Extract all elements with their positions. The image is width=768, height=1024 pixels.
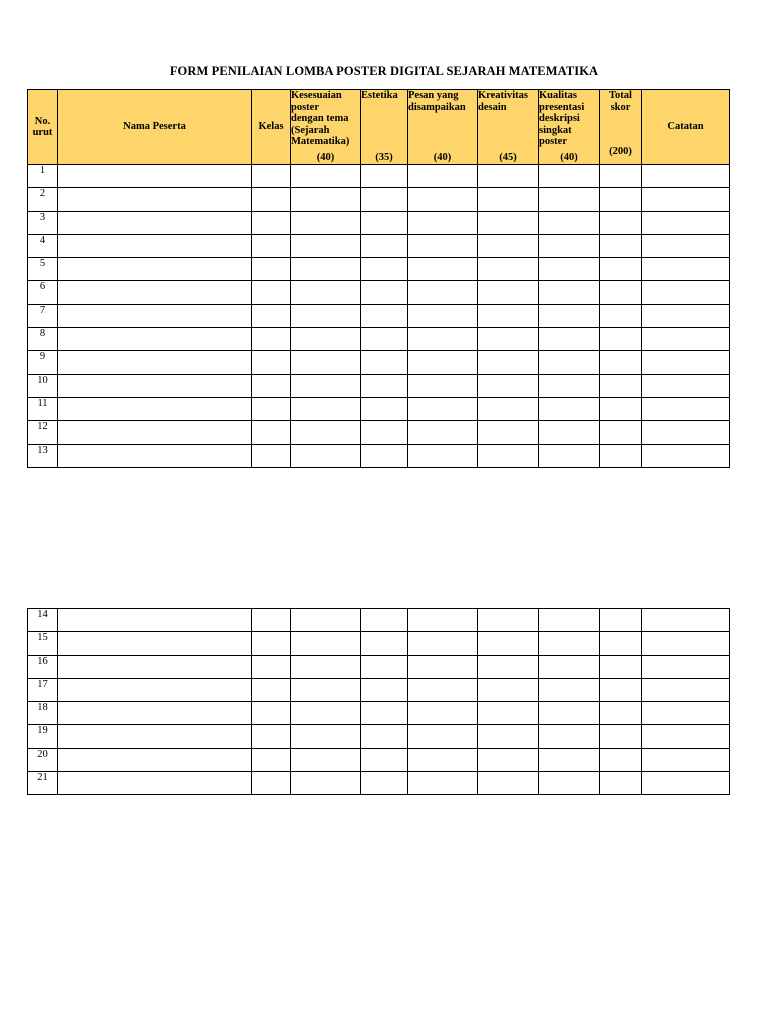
- pesan-cell: [408, 772, 478, 795]
- kelas-cell: [252, 211, 291, 234]
- total-skor-cell: [600, 748, 642, 771]
- kelas-cell: [252, 374, 291, 397]
- kesesuaian-cell: [291, 421, 361, 444]
- kelas-cell: [252, 304, 291, 327]
- catatan-cell: [642, 678, 730, 701]
- kelas-cell: [252, 328, 291, 351]
- estetika-label: Estetika: [361, 90, 398, 101]
- kualitas-cell: [539, 702, 600, 725]
- kesesuaian-l3: dengan tema: [291, 113, 349, 124]
- kesesuaian-l4: (Sejarah: [291, 124, 330, 136]
- estetika-max: (35): [375, 151, 393, 163]
- pesan-cell: [408, 421, 478, 444]
- kreativitas-cell: [478, 328, 539, 351]
- estetika-cell: [361, 772, 408, 795]
- kreativitas-cell: [478, 351, 539, 374]
- catatan-cell: [642, 211, 730, 234]
- pesan-max: (40): [433, 151, 452, 163]
- pesan-cell: [408, 258, 478, 281]
- row-number: 18: [28, 702, 58, 725]
- kesesuaian-cell: [291, 655, 361, 678]
- total-skor-cell: [600, 397, 642, 420]
- kualitas-cell: [539, 444, 600, 467]
- kreativitas-cell: [478, 374, 539, 397]
- kualitas-cell: [539, 351, 600, 374]
- pesan-cell: [408, 211, 478, 234]
- kualitas-cell: [539, 281, 600, 304]
- kreativitas-cell: [478, 234, 539, 257]
- pesan-cell: [408, 304, 478, 327]
- kesesuaian-cell: [291, 397, 361, 420]
- total-line1: Total: [609, 90, 632, 101]
- table-row: [28, 725, 730, 748]
- nama-peserta-cell: [58, 351, 252, 374]
- row-number: 10: [28, 374, 58, 397]
- nama-peserta-cell: [58, 609, 252, 632]
- pesan-cell: [408, 328, 478, 351]
- kesesuaian-cell: [291, 702, 361, 725]
- kesesuaian-cell: [291, 188, 361, 211]
- kelas-cell: [252, 632, 291, 655]
- catatan-cell: [642, 188, 730, 211]
- total-skor-cell: [600, 725, 642, 748]
- table-row: [28, 655, 730, 678]
- kesesuaian-cell: [291, 772, 361, 795]
- score-table-bottom: [27, 608, 730, 795]
- kualitas-cell: [539, 258, 600, 281]
- kesesuaian-cell: [291, 748, 361, 771]
- kesesuaian-cell: [291, 632, 361, 655]
- kelas-cell: [252, 609, 291, 632]
- nama-peserta-cell: [58, 188, 252, 211]
- row-number: 12: [28, 421, 58, 444]
- nama-peserta-cell: [58, 678, 252, 701]
- kesesuaian-cell: [291, 281, 361, 304]
- header-kesesuaian: [291, 90, 361, 165]
- total-skor-cell: [600, 421, 642, 444]
- catatan-cell: [642, 444, 730, 467]
- kreativitas-cell: [478, 609, 539, 632]
- table-row: [28, 328, 730, 351]
- estetika-cell: [361, 165, 408, 188]
- kualitas-cell: [539, 188, 600, 211]
- kualitas-cell: [539, 397, 600, 420]
- nama-peserta-cell: [58, 374, 252, 397]
- total-skor-cell: [600, 351, 642, 374]
- nama-peserta-cell: [58, 702, 252, 725]
- row-number: 1: [28, 165, 58, 188]
- kreativitas-cell: [478, 632, 539, 655]
- row-number: 21: [28, 772, 58, 795]
- table-row: [28, 772, 730, 795]
- kesesuaian-cell: [291, 165, 361, 188]
- catatan-cell: [642, 772, 730, 795]
- kualitas-l4: singkat: [539, 124, 572, 136]
- kesesuaian-l2: poster: [291, 101, 319, 113]
- row-number: 5: [28, 258, 58, 281]
- total-skor-cell: [600, 702, 642, 725]
- header-kreativitas: [478, 90, 539, 165]
- kelas-cell: [252, 772, 291, 795]
- kualitas-cell: [539, 421, 600, 444]
- kreativitas-cell: [478, 304, 539, 327]
- pesan-cell: [408, 397, 478, 420]
- row-number: 3: [28, 211, 58, 234]
- header-no-urut: [28, 90, 58, 165]
- estetika-cell: [361, 328, 408, 351]
- row-number: 4: [28, 234, 58, 257]
- total-skor-cell: [600, 304, 642, 327]
- table-row: [28, 165, 730, 188]
- catatan-cell: [642, 655, 730, 678]
- header-pesan: [408, 90, 478, 165]
- kelas-cell: [252, 748, 291, 771]
- estetika-cell: [361, 258, 408, 281]
- kreativitas-cell: [478, 165, 539, 188]
- total-skor-cell: [600, 609, 642, 632]
- kualitas-cell: [539, 725, 600, 748]
- kesesuaian-cell: [291, 304, 361, 327]
- total-skor-cell: [600, 655, 642, 678]
- catatan-cell: [642, 609, 730, 632]
- kualitas-cell: [539, 609, 600, 632]
- row-number: 2: [28, 188, 58, 211]
- catatan-cell: [642, 632, 730, 655]
- table-row: [28, 609, 730, 632]
- header-catatan: Catatan: [642, 90, 730, 165]
- kelas-cell: [252, 655, 291, 678]
- row-number: 11: [28, 397, 58, 420]
- estetika-cell: [361, 748, 408, 771]
- kreativitas-cell: [478, 258, 539, 281]
- total-skor-cell: [600, 258, 642, 281]
- catatan-cell: [642, 397, 730, 420]
- catatan-cell: [642, 234, 730, 257]
- total-skor-cell: [600, 188, 642, 211]
- table-row: [28, 351, 730, 374]
- row-number: 20: [28, 748, 58, 771]
- kreativitas-cell: [478, 421, 539, 444]
- estetika-cell: [361, 351, 408, 374]
- nama-peserta-cell: [58, 281, 252, 304]
- table-row: [28, 702, 730, 725]
- pesan-cell: [408, 374, 478, 397]
- estetika-cell: [361, 609, 408, 632]
- total-skor-cell: [600, 678, 642, 701]
- pesan-cell: [408, 234, 478, 257]
- header-nama-peserta: Nama Peserta: [58, 90, 252, 165]
- pesan-cell: [408, 748, 478, 771]
- kreativitas-cell: [478, 702, 539, 725]
- pesan-l2: disampaikan: [408, 101, 466, 113]
- kreativitas-cell: [478, 772, 539, 795]
- kelas-cell: [252, 281, 291, 304]
- nama-peserta-cell: [58, 632, 252, 655]
- kualitas-cell: [539, 772, 600, 795]
- kreativitas-l2: desain: [478, 101, 507, 113]
- nama-peserta-cell: [58, 397, 252, 420]
- estetika-cell: [361, 702, 408, 725]
- catatan-cell: [642, 165, 730, 188]
- row-number: 13: [28, 444, 58, 467]
- kreativitas-cell: [478, 678, 539, 701]
- estetika-cell: [361, 397, 408, 420]
- table-row: [28, 234, 730, 257]
- table-row: [28, 397, 730, 420]
- kualitas-l3: deskripsi: [539, 113, 580, 124]
- pesan-cell: [408, 702, 478, 725]
- kesesuaian-cell: [291, 258, 361, 281]
- kualitas-cell: [539, 632, 600, 655]
- catatan-cell: [642, 258, 730, 281]
- total-skor-cell: [600, 234, 642, 257]
- pesan-cell: [408, 188, 478, 211]
- table-row: [28, 374, 730, 397]
- pesan-cell: [408, 281, 478, 304]
- pesan-cell: [408, 725, 478, 748]
- table-row: [28, 258, 730, 281]
- kesesuaian-cell: [291, 609, 361, 632]
- estetika-cell: [361, 374, 408, 397]
- kreativitas-l1: Kreativitas: [478, 90, 528, 101]
- kualitas-cell: [539, 234, 600, 257]
- nama-peserta-cell: [58, 234, 252, 257]
- estetika-cell: [361, 655, 408, 678]
- total-skor-cell: [600, 632, 642, 655]
- total-skor-cell: [600, 328, 642, 351]
- estetika-cell: [361, 281, 408, 304]
- estetika-cell: [361, 678, 408, 701]
- kualitas-cell: [539, 374, 600, 397]
- kualitas-cell: [539, 304, 600, 327]
- kualitas-cell: [539, 328, 600, 351]
- kesesuaian-cell: [291, 374, 361, 397]
- estetika-cell: [361, 188, 408, 211]
- row-number: 15: [28, 632, 58, 655]
- table-body-top: [28, 165, 730, 468]
- estetika-cell: [361, 725, 408, 748]
- table-row: [28, 211, 730, 234]
- kreativitas-cell: [478, 725, 539, 748]
- table-body-bottom: [28, 609, 730, 795]
- nama-peserta-cell: [58, 304, 252, 327]
- catatan-cell: [642, 304, 730, 327]
- kesesuaian-l1: Kesesuaian: [291, 90, 342, 101]
- estetika-cell: [361, 234, 408, 257]
- kelas-cell: [252, 444, 291, 467]
- catatan-cell: [642, 748, 730, 771]
- nama-peserta-cell: [58, 748, 252, 771]
- kelas-cell: [252, 725, 291, 748]
- catatan-cell: [642, 374, 730, 397]
- table-row: [28, 188, 730, 211]
- table-row: [28, 678, 730, 701]
- kelas-cell: [252, 351, 291, 374]
- kualitas-cell: [539, 678, 600, 701]
- total-skor-cell: [600, 444, 642, 467]
- kelas-cell: [252, 234, 291, 257]
- catatan-cell: [642, 351, 730, 374]
- nama-peserta-cell: [58, 165, 252, 188]
- row-number: 17: [28, 678, 58, 701]
- kualitas-cell: [539, 165, 600, 188]
- header-no-line1: No.: [34, 115, 51, 127]
- pesan-cell: [408, 678, 478, 701]
- estetika-cell: [361, 211, 408, 234]
- kreativitas-max: (45): [499, 151, 517, 163]
- table-row: [28, 748, 730, 771]
- estetika-cell: [361, 444, 408, 467]
- pesan-cell: [408, 351, 478, 374]
- kesesuaian-cell: [291, 444, 361, 467]
- total-skor-cell: [600, 772, 642, 795]
- table-row: [28, 304, 730, 327]
- row-number: 8: [28, 328, 58, 351]
- nama-peserta-cell: [58, 258, 252, 281]
- score-table-top: [27, 89, 730, 468]
- kesesuaian-max: (40): [316, 151, 335, 163]
- kelas-cell: [252, 188, 291, 211]
- total-max: (200): [609, 145, 632, 157]
- pesan-l1: Pesan yang: [408, 90, 459, 101]
- kelas-cell: [252, 258, 291, 281]
- table-row: [28, 421, 730, 444]
- kelas-cell: [252, 397, 291, 420]
- pesan-cell: [408, 609, 478, 632]
- kualitas-max: (40): [560, 151, 578, 163]
- total-skor-cell: [600, 165, 642, 188]
- total-skor-cell: [600, 374, 642, 397]
- kesesuaian-cell: [291, 234, 361, 257]
- estetika-cell: [361, 304, 408, 327]
- kelas-cell: [252, 421, 291, 444]
- nama-peserta-cell: [58, 725, 252, 748]
- header-kualitas: [539, 90, 600, 165]
- table-row: [28, 444, 730, 467]
- kualitas-l2: presentasi: [539, 101, 585, 113]
- kualitas-cell: [539, 211, 600, 234]
- row-number: 7: [28, 304, 58, 327]
- kesesuaian-cell: [291, 328, 361, 351]
- kesesuaian-l5: Matematika): [291, 136, 350, 147]
- kualitas-l5: poster: [539, 136, 567, 147]
- kesesuaian-cell: [291, 725, 361, 748]
- kualitas-cell: [539, 748, 600, 771]
- row-number: 19: [28, 725, 58, 748]
- nama-peserta-cell: [58, 421, 252, 444]
- catatan-cell: [642, 328, 730, 351]
- catatan-cell: [642, 702, 730, 725]
- kelas-cell: [252, 702, 291, 725]
- total-line2: skor: [610, 101, 631, 113]
- kreativitas-cell: [478, 655, 539, 678]
- nama-peserta-cell: [58, 772, 252, 795]
- nama-peserta-cell: [58, 328, 252, 351]
- kreativitas-cell: [478, 188, 539, 211]
- kualitas-l1: Kualitas: [539, 90, 577, 101]
- kualitas-cell: [539, 655, 600, 678]
- total-skor-cell: [600, 211, 642, 234]
- total-skor-cell: [600, 281, 642, 304]
- row-number: 14: [28, 609, 58, 632]
- nama-peserta-cell: [58, 655, 252, 678]
- form-title: FORM PENILAIAN LOMBA POSTER DIGITAL SEJARAH MATEMATIKA: [169, 64, 599, 78]
- kreativitas-cell: [478, 211, 539, 234]
- table-row: [28, 281, 730, 304]
- catatan-cell: [642, 421, 730, 444]
- kesesuaian-cell: [291, 211, 361, 234]
- header-no-line2: urut: [32, 127, 53, 138]
- pesan-cell: [408, 444, 478, 467]
- row-number: 9: [28, 351, 58, 374]
- row-number: 16: [28, 655, 58, 678]
- kesesuaian-cell: [291, 678, 361, 701]
- pesan-cell: [408, 655, 478, 678]
- kreativitas-cell: [478, 748, 539, 771]
- pesan-cell: [408, 632, 478, 655]
- table-row: [28, 632, 730, 655]
- catatan-cell: [642, 725, 730, 748]
- kreativitas-cell: [478, 397, 539, 420]
- kelas-cell: [252, 678, 291, 701]
- estetika-cell: [361, 421, 408, 444]
- estetika-cell: [361, 632, 408, 655]
- header-kelas: Kelas: [252, 90, 291, 165]
- row-number: 6: [28, 281, 58, 304]
- kreativitas-cell: [478, 281, 539, 304]
- header-total-skor: [600, 90, 642, 165]
- kesesuaian-cell: [291, 351, 361, 374]
- kelas-cell: [252, 165, 291, 188]
- pesan-cell: [408, 165, 478, 188]
- header-estetika: [361, 90, 408, 165]
- kreativitas-cell: [478, 444, 539, 467]
- nama-peserta-cell: [58, 444, 252, 467]
- catatan-cell: [642, 281, 730, 304]
- nama-peserta-cell: [58, 211, 252, 234]
- header-row: [28, 90, 730, 165]
